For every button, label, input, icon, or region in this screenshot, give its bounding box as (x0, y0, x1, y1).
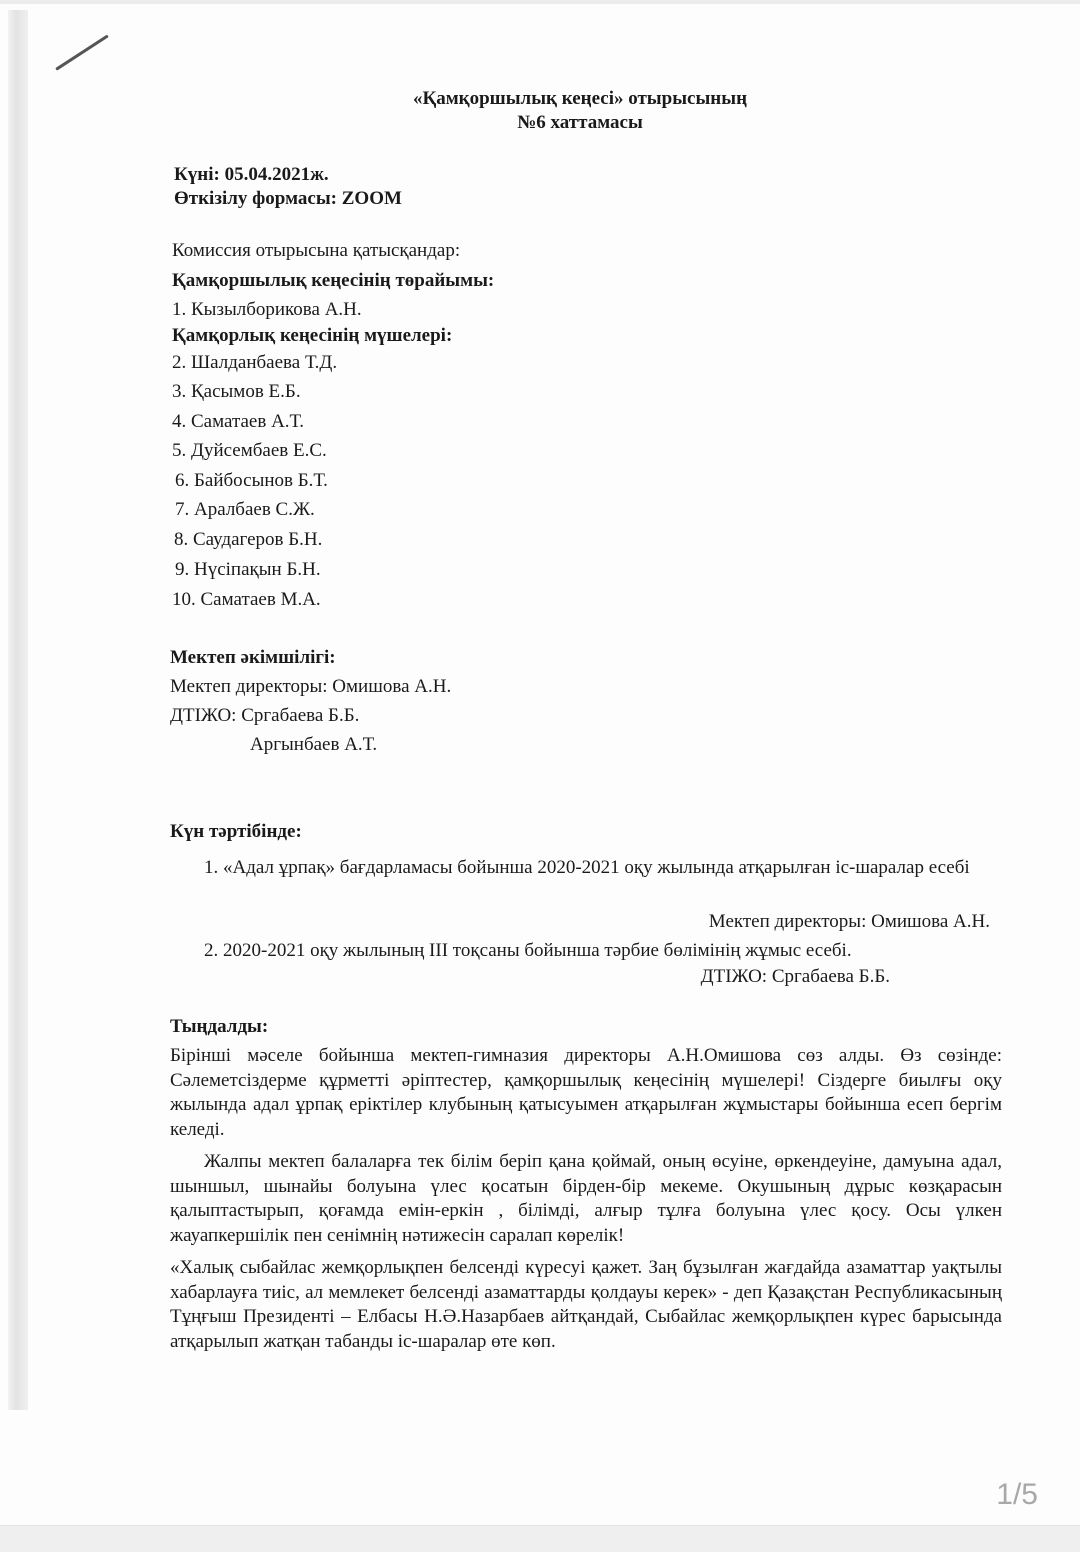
chair-name: 1. Кызылборикова А.Н. (172, 299, 362, 320)
doc-title-line1: «Қамқоршылық кеңесі» отырысының (412, 88, 748, 109)
member-item: 3. Қасымов Е.Б. (172, 381, 301, 402)
listened-heading: Тыңдалды: (170, 1016, 269, 1037)
agenda-heading: Күн тәртібінде: (170, 821, 302, 842)
viewer-bottom-bar (0, 1525, 1080, 1552)
meeting-format: Өткізілу формасы: ZOOM (174, 188, 402, 209)
doc-title-line2: №6 хаттамасы (517, 112, 643, 133)
member-item: 10. Саматаев М.А. (172, 589, 321, 610)
member-item: 2. Шалданбаева Т.Д. (172, 352, 338, 373)
admin-heading: Мектеп әкімшілігі: (170, 647, 336, 668)
chair-heading: Қамқоршылық кеңесінің төрайымы: (172, 270, 495, 291)
body-paragraph-1: Бірінші мәселе бойынша мектеп-гимназия директоры А.Н.Омишова сөз алды. Өз сөзінде: Сәлеметсіздерме құрметті әріптестер, қамқоршылық кеңесінің мүшелері! Сіздерге биылғы оқу жылында адал ұрпақ еріктілер клубының қатысуымен атқарылған жұмыстары бойынша есеп бергім келеді. (170, 1045, 1002, 1140)
member-item: 7. Аралбаев С.Ж. (175, 499, 315, 520)
page-indicator: 1/5 (996, 1478, 1038, 1511)
page-top-edge (0, 0, 1080, 4)
agenda-item-1: 1. «Адал ұрпақ» бағдарламасы бойынша 2020-2021 оқу жылында атқарылған іс-шаралар есебі (204, 857, 970, 878)
member-item: 6. Байбосынов Б.Т. (175, 470, 328, 491)
agenda-item-1-responsible: Мектеп директоры: Омишова А.Н. (708, 911, 990, 932)
member-item: 5. Дуйсембаев Е.С. (172, 440, 327, 461)
members-heading: Қамқорлық кеңесінің мүшелері: (172, 325, 453, 346)
body-paragraph-2: Жалпы мектеп балаларға тек білім беріп қана қоймай, оның өсуіне, өркендеуіне, дамуына адал, шыншыл, шынайы болуына үлес қосатын бірден-бір мекеме. Окушының дұрыс көзқарасын қалыптастырып, қоғамда емін-еркін , білімді, алғыр тұлға болуына үлес қосу. Осы үлкен жауапкершілік пен сенімнің нәтижесін саралап көрелік! (170, 1151, 1002, 1246)
admin-director: Мектеп директоры: Омишова А.Н. (170, 676, 452, 697)
agenda-item-2: 2. 2020-2021 оқу жылының ІІІ тоқсаны бойынша тәрбие бөлімінің жұмыс есебі. (204, 940, 852, 961)
member-item: 4. Саматаев А.Т. (172, 411, 304, 432)
participants-intro: Комиссия отырысына қатысқандар: (172, 240, 461, 261)
pen-stroke-mark (55, 34, 109, 70)
member-item: 9. Нүсіпақын Б.Н. (175, 559, 321, 580)
member-item: 8. Саудагеров Б.Н. (174, 529, 323, 550)
agenda-item-2-responsible: ДТІЖО: Сргабаева Б.Б. (700, 966, 890, 987)
meeting-date: Күні: 05.04.2021ж. (174, 164, 329, 185)
scan-left-edge-shadow (8, 10, 28, 1410)
body-paragraph-3: «Халық сыбайлас жемқорлықпен белсенді күресуі қажет. Заң бұзылған жағдайда азаматтар уақтылы хабарлауға тиіс, ал мемлекет белсенді азаматтарды қолдауы керек» - деп Қазақстан Республикасының Тұңғыш Президенті – Елбасы Н.Ә.Назарбаев айтқандай, Сыбайлас жемқорлықпен күрес барысында атқарылып жатқан табанды іс-шаралар өте көп. (170, 1257, 1002, 1352)
admin-dtizho: ДТІЖО: Сргабаева Б.Б. (170, 705, 360, 726)
admin-dtizho-second: Аргынбаев А.Т. (250, 734, 378, 755)
